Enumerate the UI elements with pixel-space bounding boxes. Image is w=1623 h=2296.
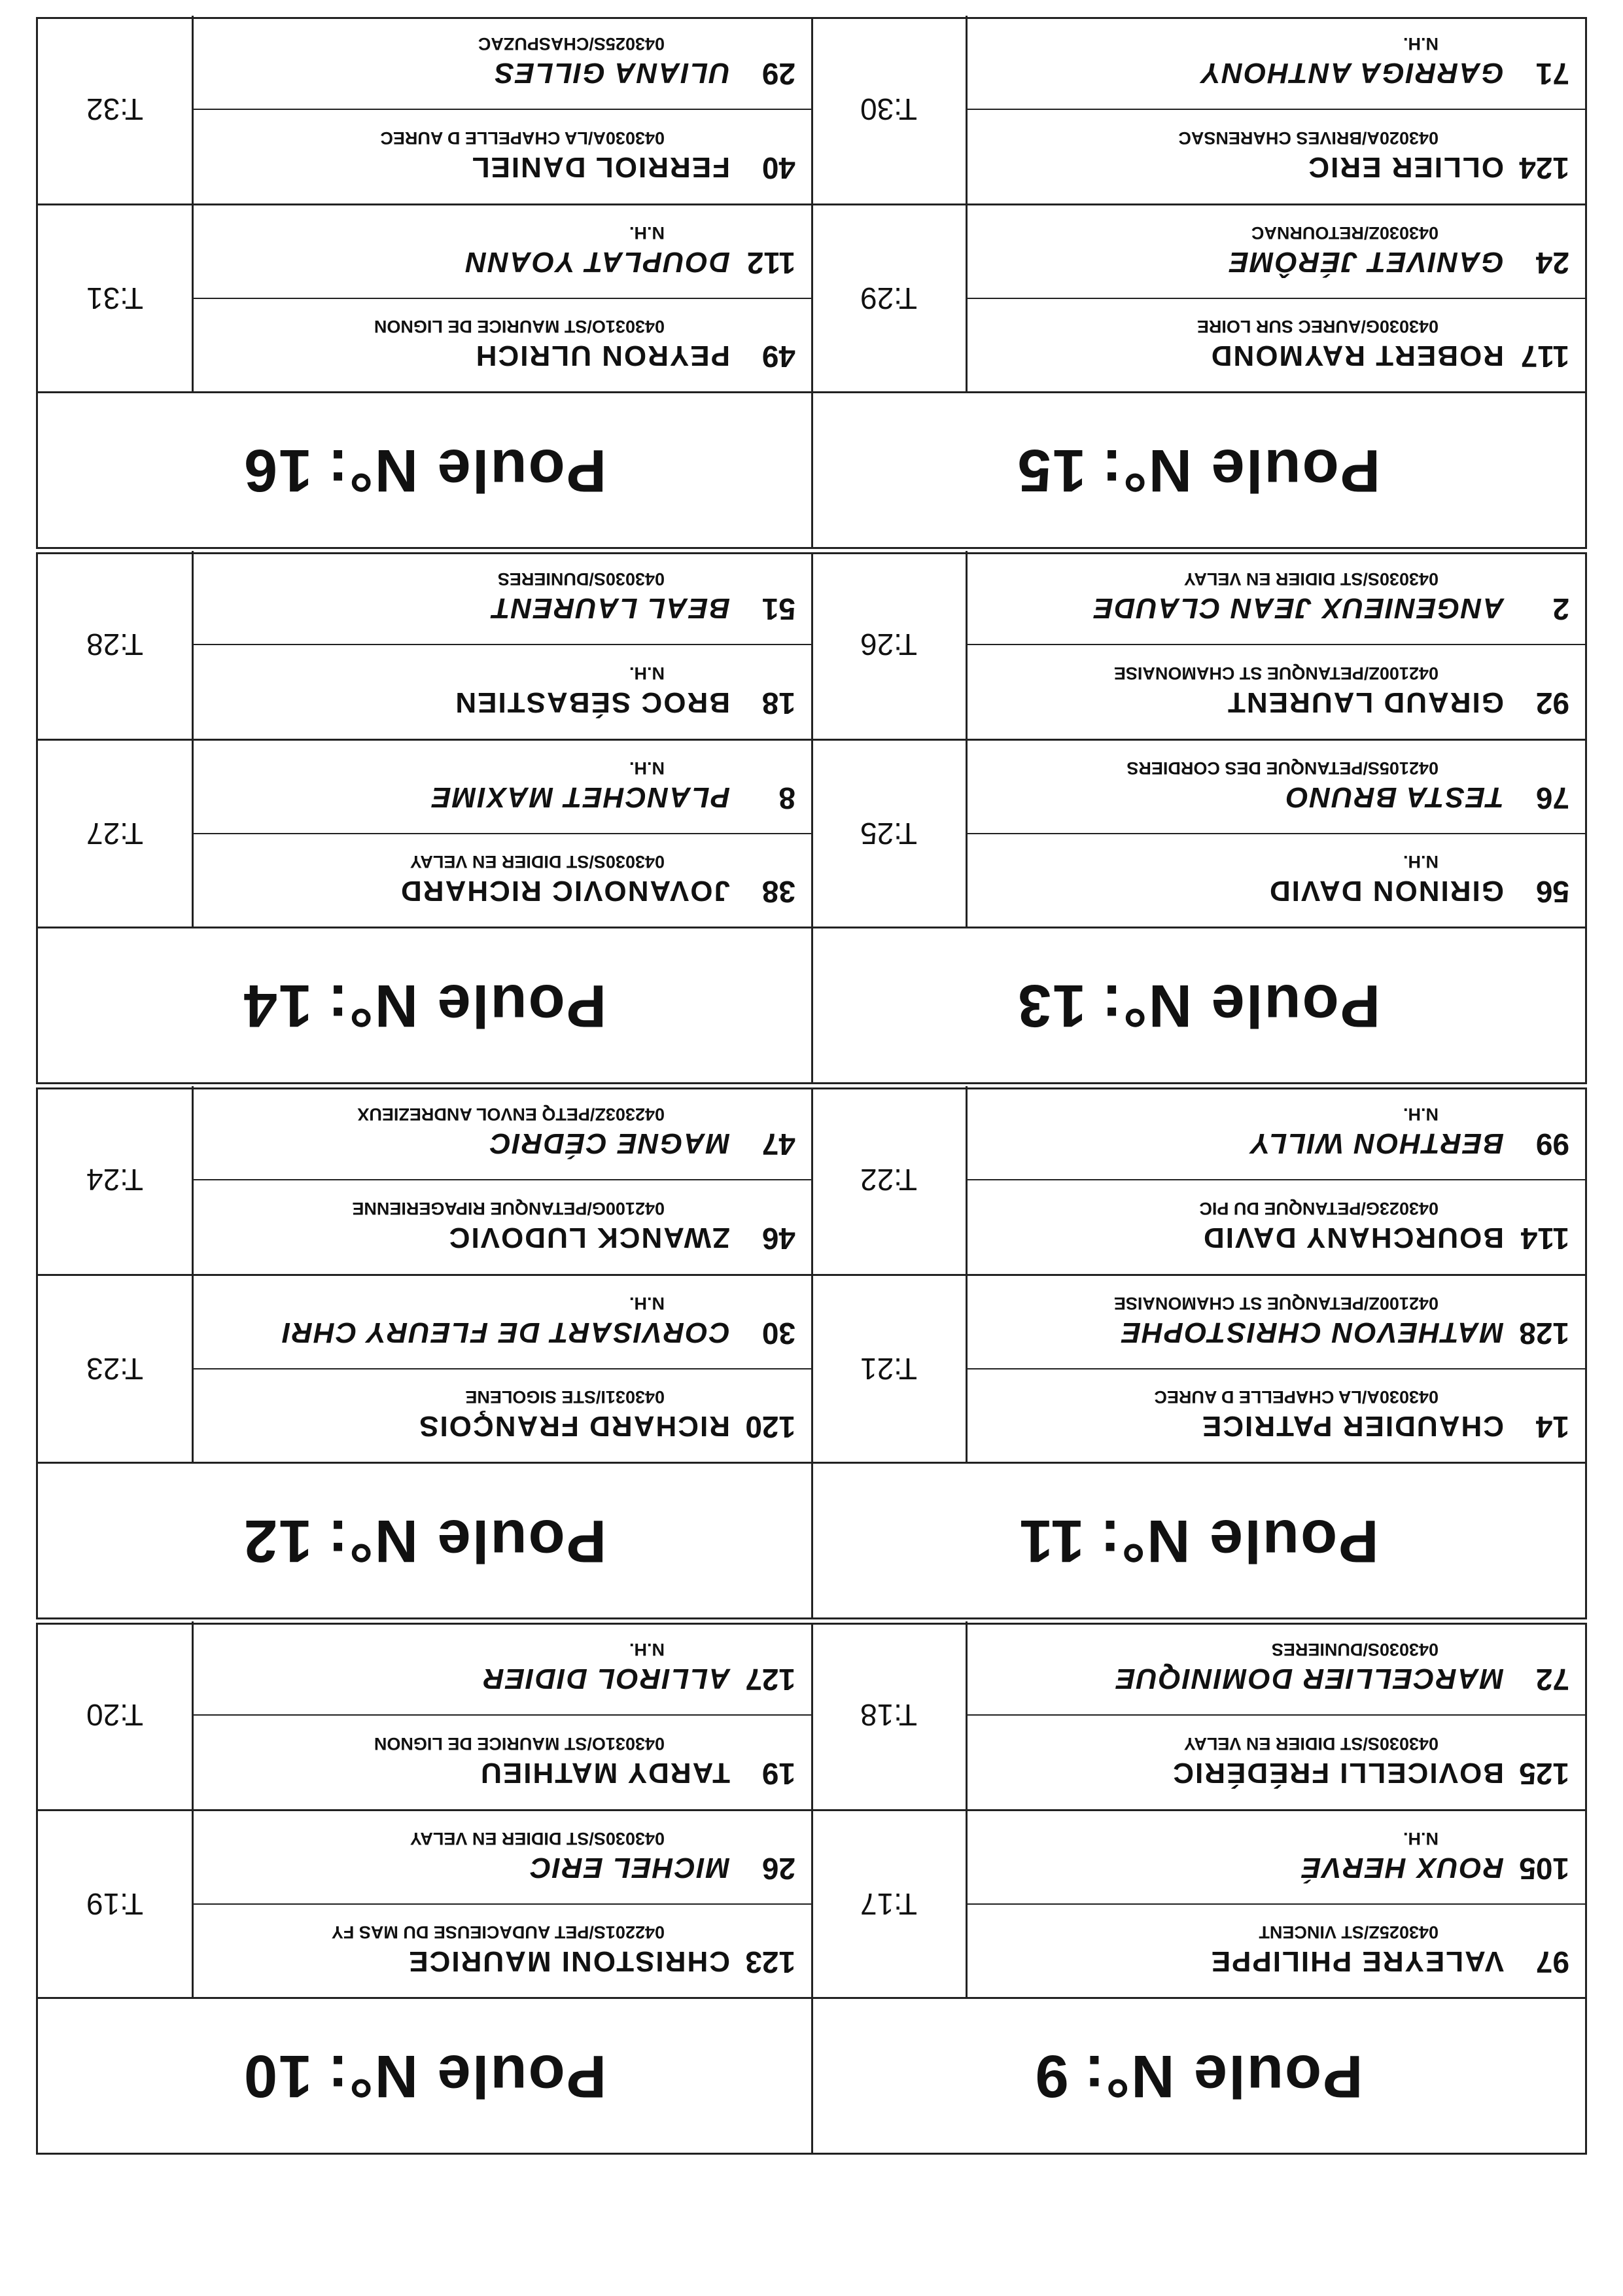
poule-title	[812, 391, 1585, 547]
player-number: 2	[1552, 592, 1569, 626]
player-entry	[194, 205, 811, 298]
poule-number: 14	[242, 972, 313, 1039]
player-entry	[968, 1180, 1585, 1275]
player-number: 24	[1535, 246, 1569, 280]
player-club: 042201S/PET AUDACIEUSE DU MAS FY	[331, 1922, 665, 1942]
player-club: N.H.	[629, 223, 665, 243]
player-entry	[968, 1086, 1585, 1180]
player-entry	[194, 1715, 811, 1810]
poule-label: Poule N°:	[326, 2043, 607, 2110]
player-number: 92	[1535, 686, 1569, 721]
poule-title	[38, 927, 811, 1082]
player-entry	[968, 1811, 1585, 1903]
team-players	[966, 16, 1585, 203]
table-number: T:24	[86, 1163, 143, 1197]
player-name: CHRISTONI MAURICE	[408, 1945, 730, 1977]
poule-label: Poule N°:	[326, 972, 607, 1039]
poule-label: Poule N°:	[1100, 437, 1381, 504]
player-entry	[968, 741, 1585, 833]
player-club: 043030G/AUREC SUR LOIRE	[1196, 317, 1439, 336]
player-name: CHAUDIER PATRICE	[1200, 1410, 1504, 1442]
poule-card	[810, 17, 1587, 549]
player-number: 14	[1535, 1410, 1569, 1444]
team-row	[38, 1809, 811, 1997]
player-club: 043030S/ST DIDIER EN VELAY	[1183, 569, 1439, 589]
player-number: 123	[745, 1945, 795, 1979]
team-row	[812, 203, 1585, 391]
player-entry	[194, 645, 811, 739]
player-name: PLANCHET MAXIME	[430, 781, 730, 813]
poule-label: Poule N°:	[1100, 972, 1381, 1039]
table-number: T:18	[860, 1698, 917, 1733]
player-name: MARCELLIER DOMINIQUE	[1115, 1662, 1504, 1695]
player-club: 043030S/ST DIDIER EN VELAY	[1183, 1734, 1439, 1754]
player-name: PEYRON ULRICH	[474, 340, 730, 372]
poule-number: 11	[1018, 1508, 1085, 1574]
player-club: N.H.	[1403, 1104, 1439, 1124]
player-entry	[194, 1368, 811, 1462]
team-row	[812, 1809, 1585, 1997]
player-entry	[968, 16, 1585, 109]
player-name: TARDY MATHIEU	[480, 1757, 730, 1790]
player-name: ULIANA GILLES	[493, 56, 730, 89]
team-row	[812, 16, 1585, 203]
table-number: T:26	[860, 627, 917, 662]
poule-label: Poule N°:	[1083, 2043, 1363, 2110]
player-club: 043031I/STE SIGOLENE	[465, 1387, 665, 1407]
poule-number: 13	[1016, 972, 1087, 1039]
player-entry	[968, 1903, 1585, 1997]
player-club: 042303Z/PETQ ENVOL ANDREZIEUX	[357, 1104, 665, 1124]
team-players	[966, 1276, 1585, 1462]
player-club: 043025S/CHASPUZAC	[478, 33, 665, 54]
poule-card	[810, 1087, 1587, 1619]
team-row	[38, 203, 811, 391]
poule-title	[812, 1462, 1585, 1617]
poule-label: Poule N°:	[1098, 1508, 1379, 1574]
player-club: 043030S/DUNIERES	[497, 569, 665, 589]
player-name: VALEYRE PHILIPPE	[1210, 1945, 1504, 1977]
team-players	[192, 1811, 811, 1997]
poule-title	[38, 1462, 811, 1617]
player-entry	[194, 1086, 811, 1180]
player-entry	[194, 741, 811, 833]
player-name: RICHARD FRANÇOIS	[418, 1410, 730, 1442]
team-row	[812, 551, 1585, 739]
team-row	[38, 1621, 811, 1809]
player-entry	[194, 298, 811, 391]
player-number: 29	[761, 56, 795, 91]
player-club: 043030A/LA CHAPELLE D AUREC	[1154, 1387, 1439, 1407]
poule-card	[810, 552, 1587, 1084]
player-club: 043030Z/RETOURNAC	[1251, 223, 1439, 243]
player-entry	[194, 551, 811, 645]
table-number: T:17	[860, 1887, 917, 1921]
team-players	[966, 1811, 1585, 1997]
player-number: 46	[761, 1222, 795, 1256]
player-number: 56	[1535, 875, 1569, 909]
poule-title	[38, 391, 811, 547]
table-number: T:22	[860, 1163, 917, 1197]
player-number: 117	[1520, 340, 1569, 374]
player-club: 043030S/ST DIDIER EN VELAY	[410, 1829, 665, 1848]
player-entry	[968, 298, 1585, 391]
table-number: T:23	[86, 1352, 143, 1386]
poule-title	[812, 927, 1585, 1082]
player-entry	[194, 1621, 811, 1715]
table-number: T:28	[86, 627, 143, 662]
poule-card	[36, 17, 813, 549]
player-entry	[968, 1621, 1585, 1715]
player-name: ALLIROL DIDIER	[481, 1662, 730, 1695]
team-players	[192, 1621, 811, 1809]
player-name: BERTHON WILLY	[1249, 1127, 1504, 1159]
player-number: 97	[1535, 1945, 1569, 1979]
player-club: 042100Z/PETANQUE ST CHAMONAISE	[1113, 663, 1439, 684]
player-entry	[968, 645, 1585, 739]
player-number: 76	[1535, 781, 1569, 815]
player-club: 043030S/DUNIERES	[1271, 1639, 1439, 1659]
team-players	[192, 741, 811, 927]
player-entry	[194, 1903, 811, 1997]
player-name: ROBERT RAYMOND	[1210, 340, 1504, 372]
player-entry	[968, 1715, 1585, 1810]
team-row	[38, 1086, 811, 1274]
poule-label: Poule N°:	[326, 1508, 607, 1574]
player-name: MATHEVON CHRISTOPHE	[1120, 1316, 1504, 1349]
player-club: N.H.	[629, 758, 665, 778]
team-players	[192, 16, 811, 203]
table-number: T:21	[860, 1352, 917, 1386]
poule-card	[810, 1623, 1587, 2155]
player-club: N.H.	[1403, 1829, 1439, 1848]
player-number: 128	[1519, 1316, 1569, 1351]
player-entry	[968, 833, 1585, 927]
poule-number: 12	[242, 1508, 313, 1574]
player-club: 043023G/PETANQUE DU PIC	[1199, 1199, 1439, 1219]
player-name: CORVISART DE FLEURY CHRI	[281, 1316, 730, 1349]
team-players	[966, 1621, 1585, 1809]
player-number: 124	[1519, 151, 1569, 186]
player-club: N.H.	[629, 1639, 665, 1659]
player-club: 043031O/ST MAURICE DE LIGNON	[374, 1734, 665, 1754]
table-number: T:20	[86, 1698, 143, 1733]
player-name: BOVICELLI FRÉDÉRIC	[1172, 1757, 1504, 1790]
poule-card	[36, 1623, 813, 2155]
player-name: OLLIER ERIC	[1307, 151, 1504, 184]
player-name: GANIVET JÉRÔME	[1228, 246, 1504, 278]
player-name: JOVANOVIC RICHARD	[399, 875, 730, 907]
table-number: T:25	[860, 817, 917, 851]
team-row	[38, 551, 811, 739]
poule-title	[38, 1997, 811, 2153]
player-number: 71	[1535, 56, 1569, 91]
player-number: 72	[1535, 1662, 1569, 1697]
team-players	[966, 551, 1585, 739]
poule-number: 16	[242, 437, 313, 504]
poule-card	[36, 1087, 813, 1619]
table-number: T:27	[86, 817, 143, 851]
player-name: GARRIGA ANTHONY	[1200, 56, 1504, 89]
player-entry	[968, 551, 1585, 645]
table-number: T:31	[86, 281, 143, 315]
player-number: 120	[745, 1410, 795, 1444]
team-row	[38, 1274, 811, 1462]
player-number: 18	[761, 686, 795, 721]
poule-title	[812, 1997, 1585, 2153]
poule-card	[36, 552, 813, 1084]
player-number: 112	[746, 246, 795, 280]
player-entry	[194, 109, 811, 204]
player-number: 40	[761, 151, 795, 186]
player-name: FERRIOL DANIEL	[470, 151, 730, 184]
player-club: 042100G/PETANQUE RIPAGERIENNE	[352, 1199, 665, 1219]
team-players	[966, 1086, 1585, 1274]
poule-number: 9	[1034, 2043, 1069, 2110]
team-row	[38, 739, 811, 927]
team-players	[192, 1086, 811, 1274]
team-row	[812, 1621, 1585, 1809]
team-row	[812, 739, 1585, 927]
table-number: T:29	[860, 281, 917, 315]
player-number: 26	[761, 1852, 795, 1886]
player-entry	[194, 833, 811, 927]
player-number: 47	[761, 1127, 795, 1161]
player-entry	[194, 1180, 811, 1275]
player-number: 38	[761, 875, 795, 909]
poule-number: 15	[1016, 437, 1087, 504]
team-row	[812, 1086, 1585, 1274]
player-number: 30	[761, 1316, 795, 1351]
player-number: 105	[1519, 1852, 1569, 1886]
player-name: MAGNE CÉDRIC	[489, 1127, 730, 1159]
player-name: BROC SÉBASTIEN	[454, 686, 730, 719]
player-club: 042100Z/PETANQUE ST CHAMONAISE	[1113, 1294, 1439, 1313]
table-number: T:30	[860, 92, 917, 127]
player-number: 99	[1535, 1127, 1569, 1161]
player-name: BOURCHANY DAVID	[1202, 1222, 1504, 1254]
player-number: 19	[761, 1757, 795, 1792]
team-row	[38, 16, 811, 203]
player-club: 042105S/PETANQUE DES CORDIERS	[1126, 758, 1439, 778]
player-club: 043030A/LA CHAPELLE D AUREC	[380, 128, 665, 149]
team-players	[966, 741, 1585, 927]
player-club: 043031O/ST MAURICE DE LIGNON	[374, 317, 665, 336]
player-number: 127	[745, 1662, 795, 1697]
player-club: N.H.	[1403, 852, 1439, 872]
player-name: ANGENIEUX JEAN CLAUDE	[1092, 592, 1504, 624]
poule-number: 10	[242, 2043, 313, 2110]
player-club: 043020A/BRIVES CHARENSAC	[1178, 128, 1439, 149]
player-club: 043030S/ST DIDIER EN VELAY	[410, 852, 665, 872]
player-number: 51	[761, 592, 795, 626]
player-name: GIRINON DAVID	[1268, 875, 1504, 907]
player-entry	[968, 1368, 1585, 1462]
player-entry	[968, 109, 1585, 204]
poule-label: Poule N°:	[326, 437, 607, 504]
player-entry	[968, 205, 1585, 298]
player-name: GIRAUD LAURENT	[1227, 686, 1504, 719]
player-entry	[968, 1276, 1585, 1368]
player-number: 125	[1519, 1757, 1569, 1792]
player-number: 114	[1520, 1222, 1569, 1256]
player-club: N.H.	[629, 663, 665, 684]
player-name: TESTA BRUNO	[1285, 781, 1504, 813]
team-row	[812, 1274, 1585, 1462]
table-number: T:32	[86, 92, 143, 127]
player-club: N.H.	[1403, 33, 1439, 54]
player-entry	[194, 1811, 811, 1903]
player-entry	[194, 1276, 811, 1368]
player-name: DOUPLAT YOANN	[464, 246, 730, 278]
player-name: ROUX HERVÉ	[1300, 1852, 1504, 1884]
team-players	[192, 205, 811, 391]
player-number: 49	[761, 340, 795, 374]
player-name: BEAL LAURENT	[491, 592, 730, 624]
player-club: N.H.	[629, 1294, 665, 1313]
team-players	[966, 205, 1585, 391]
table-number: T:19	[86, 1887, 143, 1921]
player-name: MICHEL ERIC	[529, 1852, 730, 1884]
player-number: 8	[778, 781, 795, 815]
player-name: ZWANCK LUDOVIC	[447, 1222, 730, 1254]
team-players	[192, 551, 811, 739]
team-players	[192, 1276, 811, 1462]
player-entry	[194, 16, 811, 109]
player-club: 043025Z/ST VINCENT	[1259, 1922, 1439, 1942]
